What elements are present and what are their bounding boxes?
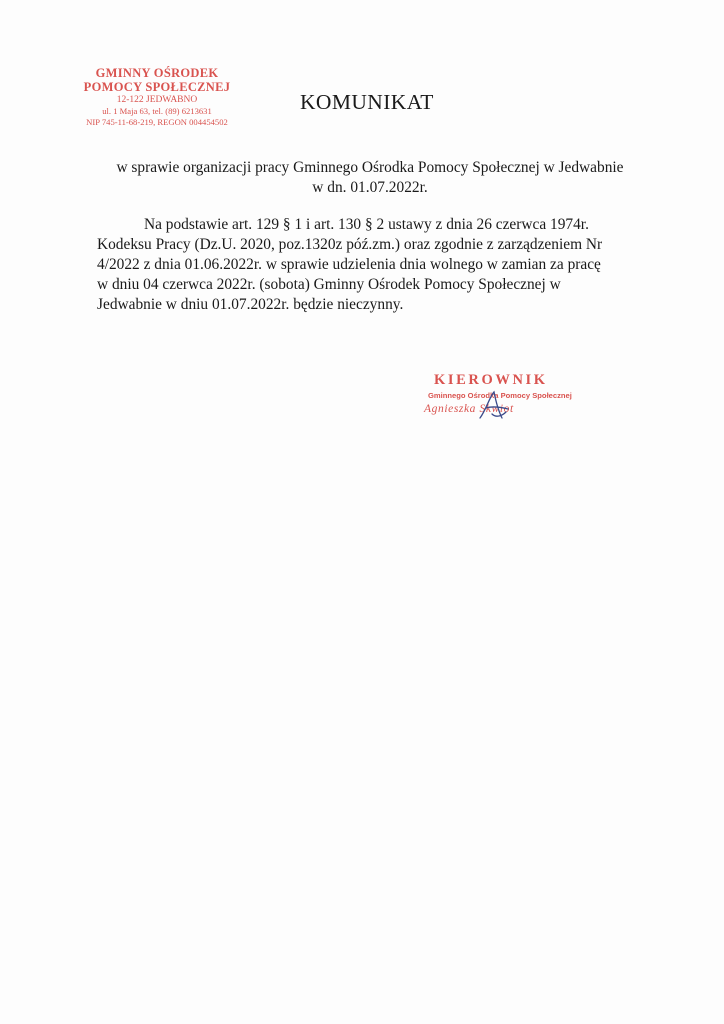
subject-line: w dn. 01.07.2022r. [312, 179, 428, 196]
stamp-nip-regon: NIP 745-11-68-219, REGON 004454502 [86, 116, 228, 127]
signature-stamp-name: Agnieszka Skwiot [424, 403, 514, 415]
subject-line: w sprawie organizacji pracy Gminnego Ośrodka Pomocy Społecznej w Jedwabnie [116, 159, 624, 176]
document-body [97, 215, 637, 315]
stamp-address: 12-122 JEDWABNO [116, 95, 198, 105]
document-subject [90, 158, 650, 198]
body-line: Jedwabnie w dniu 01.07.2022r. będzie nieczynny. [97, 296, 404, 313]
stamp-street-phone: ul. 1 Maja 63, tel. (89) 6213631 [102, 106, 212, 116]
signature-stamp-title: KIEROWNIK [434, 372, 548, 388]
body-line: 4/2022 z dnia 01.06.2022r. w sprawie udzielenia dnia wolnego w zamian za pracę [97, 256, 601, 273]
stamp-line-2: POMOCY SPOŁECZNEJ [83, 80, 231, 94]
signature-stamp-organization: Gminnego Ośrodka Pomocy Społecznej [428, 391, 572, 400]
body-line: w dniu 04 czerwca 2022r. (sobota) Gminny Ośrodek Pomocy Społecznej w [97, 276, 561, 293]
document-title: KOMUNIKAT [300, 90, 434, 114]
handwritten-signature-icon [474, 388, 514, 424]
body-line: Kodeksu Pracy (Dz.U. 2020, poz.1320z póź.zm.) oraz zgodnie z zarządzeniem Nr [97, 236, 603, 253]
institution-stamp [62, 66, 252, 127]
body-line: Na podstawie art. 129 § 1 i art. 130 § 2 ustawy z dnia 26 czerwca 1974r. [144, 216, 589, 233]
stamp-line-1: GMINNY OŚRODEK [95, 66, 219, 80]
